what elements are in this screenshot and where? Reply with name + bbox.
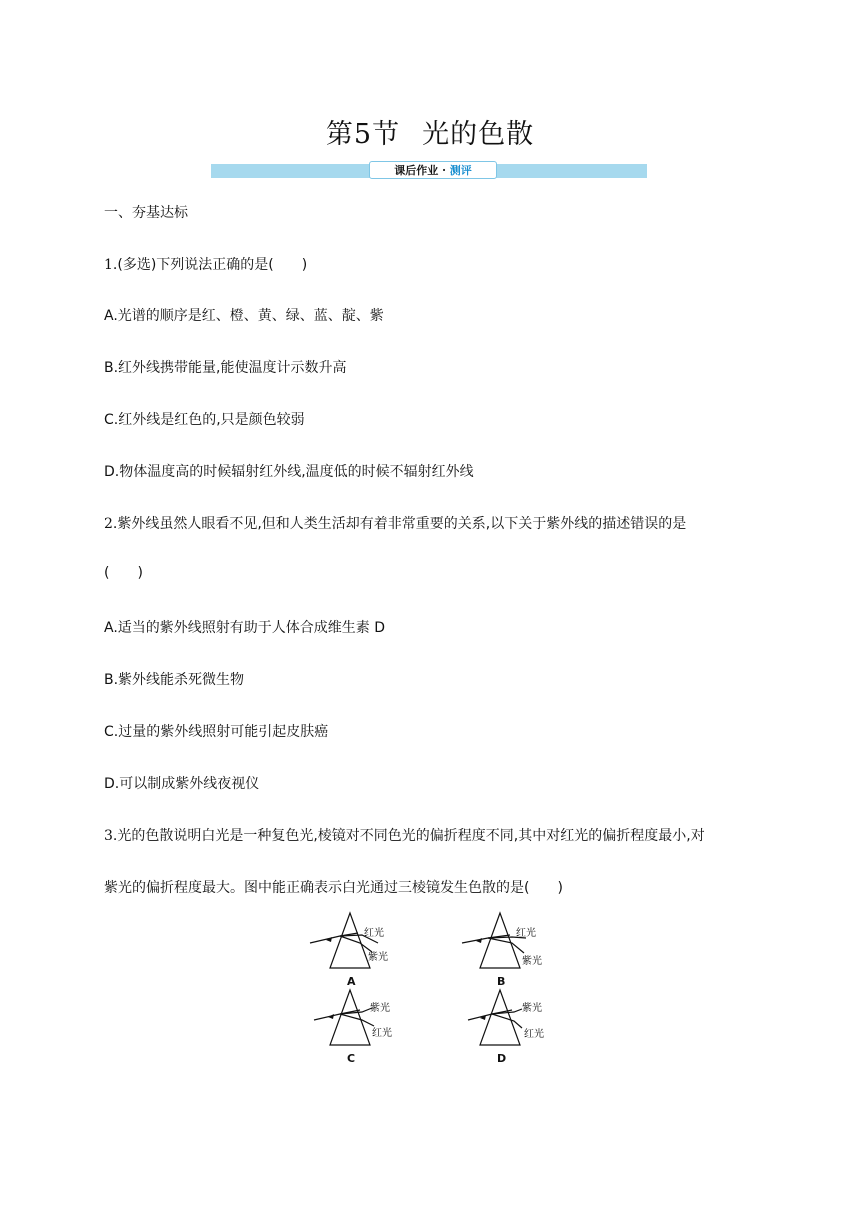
question-1-option-a: A.光谱的顺序是红、橙、黄、绿、蓝、靛、紫	[104, 308, 384, 324]
question-1-option-c: C.红外线是红色的,只是颜色较弱	[104, 412, 305, 428]
caption-c: C	[347, 1052, 356, 1065]
label-c-violet: 紫光	[370, 1003, 390, 1014]
label-d-violet: 紫光	[522, 1003, 542, 1014]
incident-ray-c	[314, 1010, 360, 1020]
question-2-option-c: C.过量的紫外线照射可能引起皮肤癌	[104, 724, 329, 740]
question-2-stem	[104, 513, 686, 533]
label-b-red: 红光	[516, 928, 536, 939]
title-number: 5	[353, 119, 373, 150]
banner-part2: 测评	[449, 164, 472, 177]
question-2-text: 紫外线虽然人眼看不见,但和人类生活却有着非常重要的关系,以下关于紫外线的描述错误的是	[117, 516, 687, 532]
question-1-stem	[104, 254, 307, 274]
banner-bar	[211, 164, 647, 178]
question-1-option-b: B.红外线携带能量,能使温度计示数升高	[104, 360, 347, 376]
banner-part1: 课后作业 ·	[394, 164, 450, 177]
caption-b: B	[497, 975, 506, 988]
title-suffix: 节	[372, 119, 401, 150]
question-1-option-d: D.物体温度高的时候辐射红外线,温度低的时候不辐射红外线	[104, 464, 474, 480]
question-1-text: (多选)下列说法正确的是( )	[117, 257, 308, 273]
question-2-option-b: B.紫外线能杀死微生物	[104, 672, 245, 688]
ray-c-red	[340, 1014, 374, 1026]
question-1-number: 1.	[104, 257, 118, 273]
question-3-number: 3.	[104, 828, 118, 844]
caption-a: A	[347, 975, 356, 988]
label-d-red: 红光	[524, 1029, 544, 1040]
label-a-violet: 紫光	[368, 952, 388, 963]
prism-d	[480, 990, 520, 1045]
question-3-text: 光的色散说明白光是一种复色光,棱镜对不同色光的偏折程度不同,其中对红光的偏折程度最小,对	[117, 828, 705, 844]
question-3-stem	[104, 825, 705, 845]
title-prefix: 第	[325, 119, 354, 150]
question-2-number: 2.	[104, 516, 118, 532]
prism-c	[330, 990, 370, 1045]
question-3-stem-continued: 紫光的偏折程度最大。图中能正确表示白光通过三棱镜发生色散的是( )	[104, 880, 563, 896]
question-2-option-d: D.可以制成紫外线夜视仪	[104, 776, 260, 792]
incident-ray-a	[310, 933, 358, 943]
caption-d: D	[497, 1052, 507, 1065]
prism-a	[330, 913, 370, 968]
ray-b-violet	[488, 938, 524, 953]
incident-ray-b	[462, 935, 510, 943]
question-2-stem-continued: ( )	[104, 565, 143, 581]
prism-dispersion-figure	[300, 908, 560, 1068]
title-name: 光的色散	[422, 119, 535, 150]
section-heading: 一、夯基达标	[104, 205, 188, 221]
label-b-violet: 紫光	[522, 956, 542, 967]
label-c-red: 红光	[372, 1028, 392, 1039]
label-a-red: 红光	[364, 928, 384, 939]
ray-d-red	[492, 1014, 522, 1028]
page-title	[0, 112, 860, 151]
banner-label	[369, 161, 497, 179]
question-2-option-a: A.适当的紫外线照射有助于人体合成维生素 D	[104, 620, 386, 636]
